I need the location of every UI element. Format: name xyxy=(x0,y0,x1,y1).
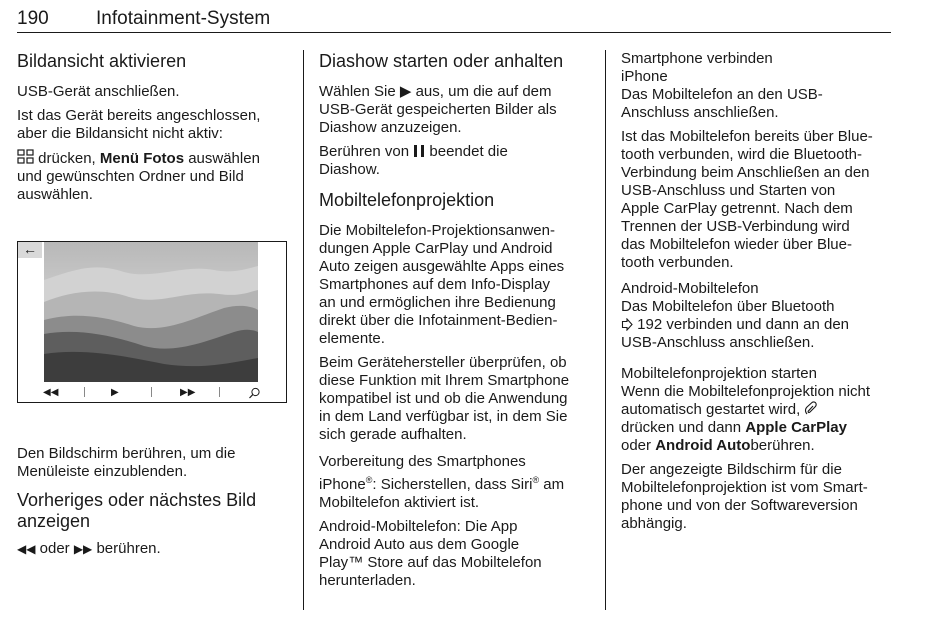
heading-vorbereitung: Vorbereitung des Smartphones xyxy=(319,453,526,470)
heading-projektion-starten: Mobiltelefonprojektion starten xyxy=(621,365,817,382)
paragraph: Das Mobiltelefon über Bluetooth 192 verbinden und dann an den USB-Anschluss anschließen. xyxy=(621,298,850,351)
heading-vorheriges-bild: Vorheriges oder nächstes Bild anzeigen xyxy=(17,490,257,531)
paragraph: Wählen Sie ▶ aus, um die auf dem USB-Gerät gespeicherten Bilder als Diashow anzuzeigen. xyxy=(319,83,557,136)
column-2 xyxy=(319,50,594,596)
grid-menu-icon xyxy=(17,149,34,165)
column-divider xyxy=(303,50,304,610)
apple-carplay-label: Apple CarPlay xyxy=(745,419,847,436)
column-3 xyxy=(621,50,896,539)
paragraph: Ist das Mobiltelefon bereits über Blue- tooth verbunden, wird die Bluetooth- Verbindung beim Anschließen an den USB-Anschluss und Starten von Apple CarPlay getrennt. Nach dem Trennen der USB-Verbindung wird das Mobiltelefon wieder über Blue- tooth verbunden. xyxy=(621,128,873,271)
android-auto-label: Android Auto xyxy=(655,437,751,454)
header-rule xyxy=(17,32,891,33)
divider xyxy=(219,387,220,397)
heading-smartphone-verbinden: Smartphone verbinden xyxy=(621,50,773,67)
paragraph: Den Bildschirm berühren, um die Menüleiste einzublenden. xyxy=(17,445,236,480)
paragraph: Ist das Gerät bereits angeschlossen, aber die Bildansicht nicht aktiv: xyxy=(17,107,261,142)
rewind-icon: ◀◀ xyxy=(17,542,36,556)
divider xyxy=(151,387,152,397)
paragraph: Die Mobiltelefon-Projektionsanwen- dungen Apple CarPlay und Android Auto zeigen ausgewählte Apps eines Smartphones auf dem Info-Display an und ermöglichen ihre Bedienung direkt über die Infotainment-Bedien- elemente. xyxy=(319,222,565,347)
play-button[interactable]: ▶ xyxy=(111,387,119,398)
column-1-lower xyxy=(17,445,292,564)
heading-iphone: iPhone xyxy=(621,68,668,85)
heading-bildansicht: Bildansicht aktivieren xyxy=(17,51,187,71)
paragraph: Das Mobiltelefon an den USB- Anschluss anschließen. xyxy=(621,86,823,121)
column-divider xyxy=(605,50,606,610)
paragraph: Beim Gerätehersteller überprüfen, ob diese Funktion mit Ihrem Smartphone kompatibel ist und ob die Anwendung in dem Land verfügbar ist, in dem Sie sich gerade aufhalten. xyxy=(319,354,570,443)
heading-projektion: Mobiltelefonprojektion xyxy=(319,190,495,210)
paragraph: Berühren von beendet die Diashow. xyxy=(319,143,508,178)
photo-viewer-illustration xyxy=(17,241,287,403)
page-title: Infotainment-System xyxy=(96,8,271,29)
forward-button[interactable]: ▶▶ xyxy=(180,387,196,398)
column-1 xyxy=(17,50,292,210)
play-icon: ▶ xyxy=(399,83,412,100)
landscape-photo xyxy=(44,242,258,382)
paragraph: ◀◀ oder ▶▶ berühren. xyxy=(17,540,161,557)
menu-fotos-label: Menü Fotos xyxy=(99,150,185,167)
page-reference-icon xyxy=(621,318,633,331)
page-number: 190 xyxy=(17,8,49,29)
paragraph: Der angezeigte Bildschirm für die Mobiltelefonprojektion ist vom Smart- phone und von der Softwareversion abhängig. xyxy=(621,461,868,532)
paragraph: iPhone®: Sicherstellen, dass Siri® am Mobiltelefon aktiviert ist. xyxy=(319,475,565,511)
page-header xyxy=(17,8,891,32)
paragraph: Android-Mobiltelefon: Die App Android Auto aus dem Google Play™ Store auf das Mobiltelefon herunterladen. xyxy=(319,518,542,589)
projection-icon xyxy=(804,401,818,416)
paragraph: USB-Gerät anschließen. xyxy=(17,83,180,100)
forward-icon: ▶▶ xyxy=(73,542,93,556)
heading-diashow: Diashow starten oder anhalten xyxy=(319,51,564,71)
back-arrow-icon: ← xyxy=(18,242,42,258)
pause-icon xyxy=(413,144,425,158)
divider xyxy=(84,387,85,397)
heading-android: Android-Mobiltelefon xyxy=(621,280,759,297)
paragraph: Wenn die Mobiltelefonprojektion nicht automatisch gestartet wird, drücken und dann Apple CarPlay oder Android Autoberühren. xyxy=(621,383,871,454)
zoom-icon[interactable] xyxy=(248,387,261,399)
rewind-button[interactable]: ◀◀ xyxy=(43,387,59,398)
paragraph: drücken, Menü Fotos auswählen und gewünschten Ordner und Bild auswählen. xyxy=(17,150,260,203)
